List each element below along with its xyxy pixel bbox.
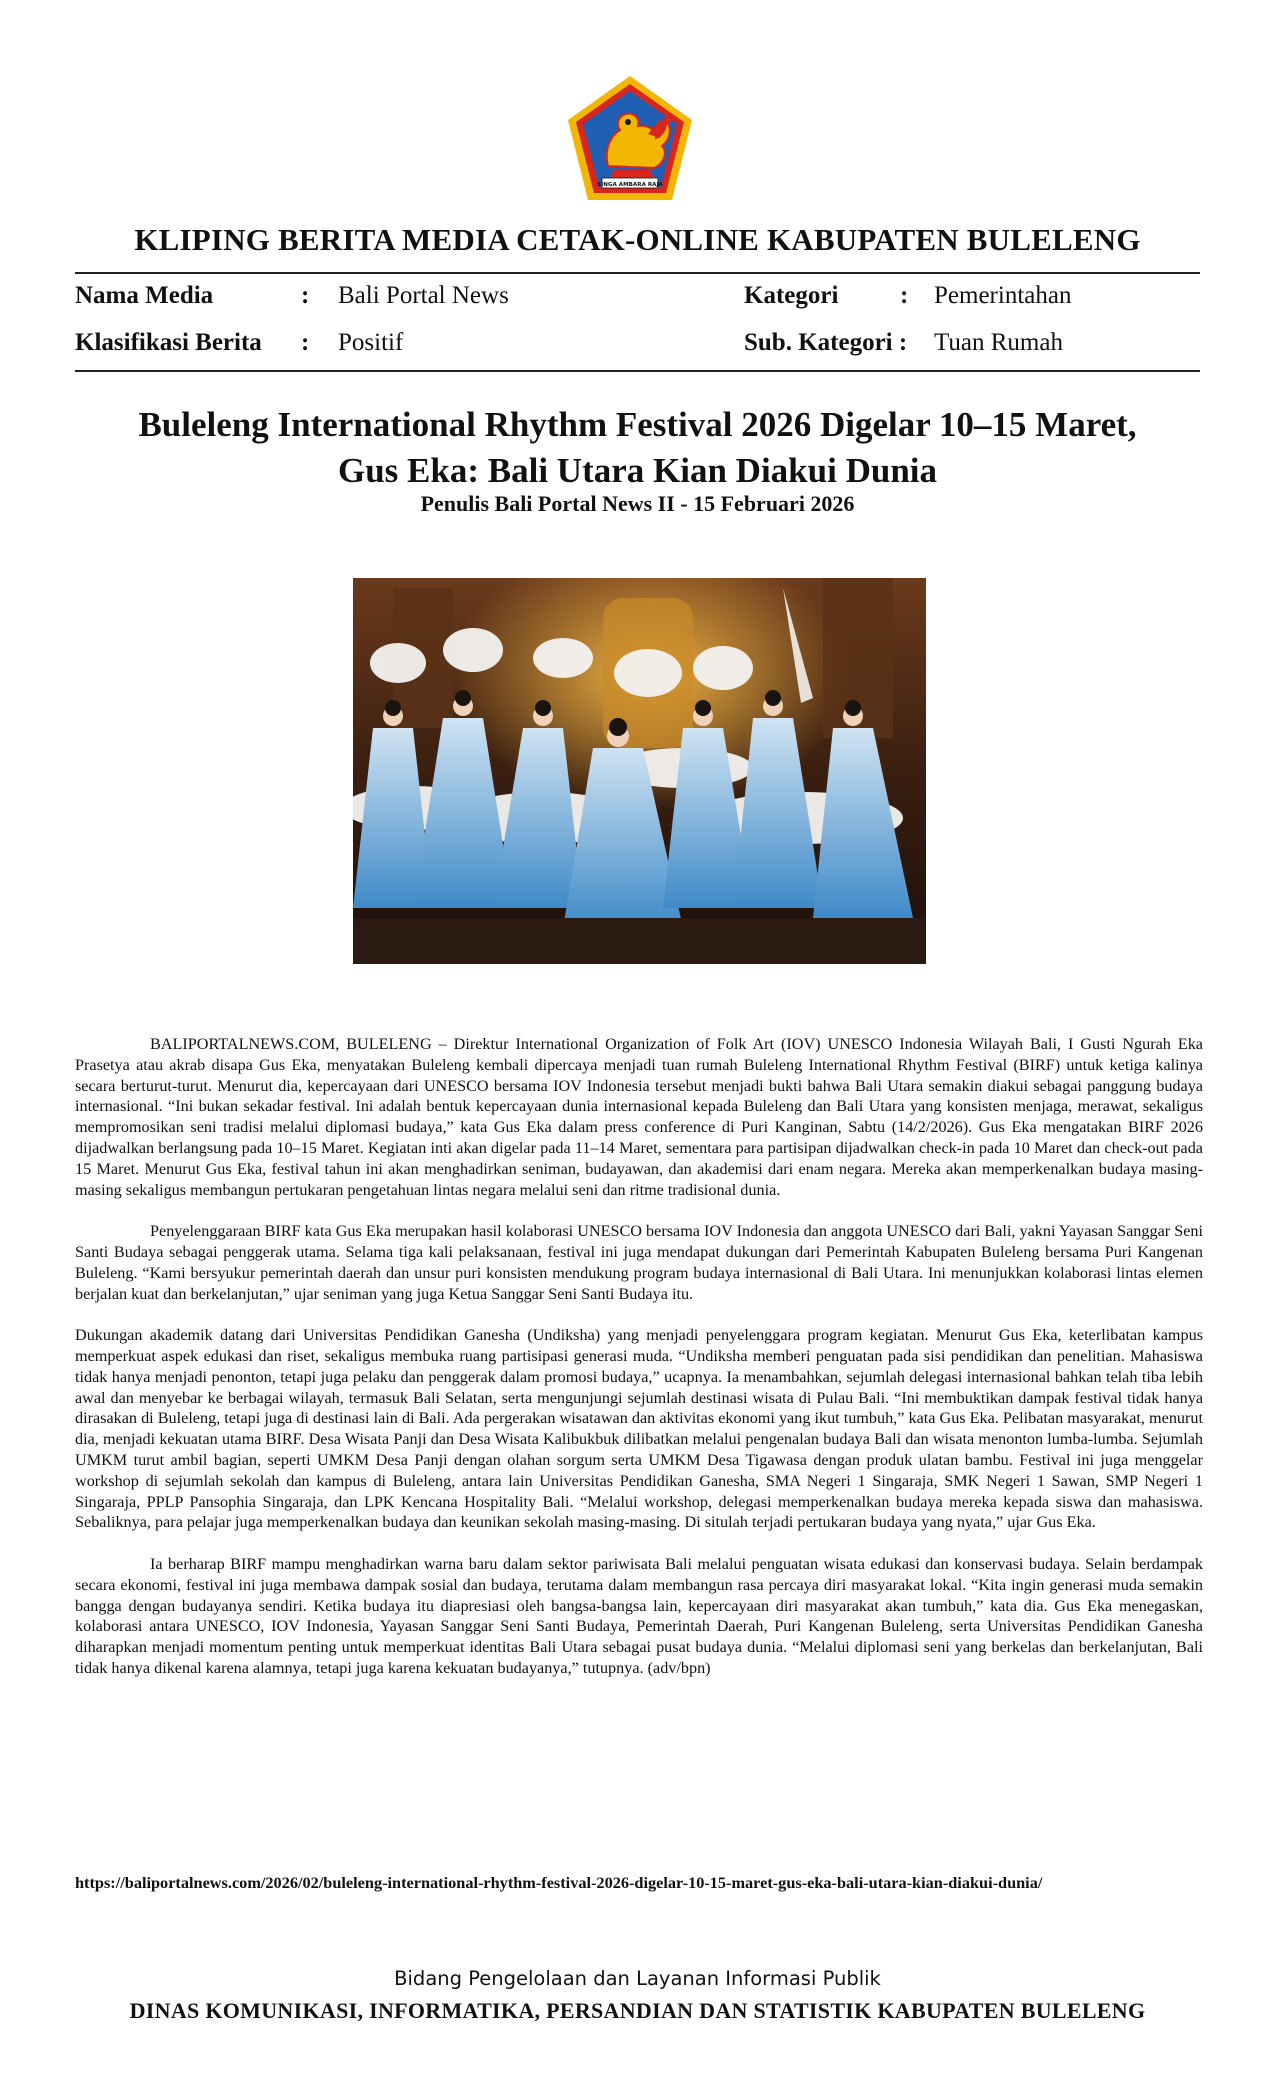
article-paragraph-4: Ia berharap BIRF mampu menghadirkan warna baru dalam sektor pariwisata Bali melalui penguatan wisata edukasi dan konservasi budaya. Selain berdampak secara ekonomi, festival ini juga membawa dampak sosial dan budaya, terutama dalam membangun rasa percaya diri masyarakat lokal. “Kita ingin generasi muda semakin bangga dengan budayanya sendiri. Ketika budaya itu diapresiasi oleh bangsa-bangsa lain, kepercayaan diri masyarakat akan tumbuh,” kata dia. Gus Eka menegaskan, kolaborasi antara UNESCO, IOV Indonesia, Yayasan Sanggar Seni Santi Budaya, Pemerintah Daerah, Puri Kangenan Buleleng, serta Universitas Pendidikan Ganesha diharapkan menjadi momentum penting untuk memperkuat identitas Bali Utara sebagai pusat budaya dunia. “Melalui diplomasi seni yang berkelas dan berkelanjutan, Bali tidak hanya dikenal karena alamnya, tetapi juga karena kekuatan budayanya,” tutupnya. (adv/bpn) [75, 1554, 1203, 1677]
article-paragraph-2: Penyelenggaraan BIRF kata Gus Eka merupakan hasil kolaborasi UNESCO bersama IOV Indonesia dan anggota UNESCO dari Bali, yakni Yayasan Sanggar Seni Santi Budaya sebagai penggerak utama. Selama tiga kali pelaksanaan, festival ini juga mendapat dukungan dari Pemerintah Kabupaten Buleleng bersama Puri Kangenan Buleleng. “Kami bersyukur pemerintah daerah dan unsur puri konsisten mendukung program budaya internasional di Bali Utara. Ini menunjukkan kolaborasi lintas elemen berjalan kuat dan berkelanjutan,” ujar seniman yang juga Ketua Sanggar Seni Santi Budaya itu. [75, 1222, 1203, 1303]
headline-line-2: Gus Eka: Bali Utara Kian Diakui Dunia [337, 451, 938, 490]
buleleng-regency-emblem-icon [564, 74, 696, 204]
kategori-colon: : [900, 282, 909, 309]
header-bottom-divider [75, 370, 1200, 372]
source-url-link[interactable]: https://baliportalnews.com/2026/02/buleleng-international-rhythm-festival-2026-digelar-10-15-maret-gus-eka-bali-utara-kian-diakui-dunia/ [75, 1873, 1043, 1892]
logo-motto-text: SINGA AMBARA RAJA [597, 182, 663, 188]
article-headline [75, 402, 1200, 494]
footer-division: Bidang Pengelolaan dan Layanan Informasi Publik [394, 1967, 881, 1990]
klasifikasi-label: Klasifikasi Berita [75, 329, 262, 356]
nama-media-colon: : [301, 282, 310, 309]
klasifikasi-colon: : [301, 329, 310, 356]
article-paragraph-3: Dukungan akademik datang dari Universitas Pendidikan Ganesha (Undiksha) yang menjadi penyelenggara program kegiatan. Menurut Gus Eka, keterlibatan kampus memperkuat aspek edukasi dan riset, sekaligus membuka ruang partisipasi generasi muda. “Undiksha memberi penguatan pada sisi pendidikan dan penelitian. Mahasiswa tidak hanya menjadi penonton, tetapi juga pelaku dan penggerak dalam promosi budaya,” ucapnya. Ia menambahkan, sejumlah delegasi internasional bahkan telah tiba lebih awal dan menyebar ke berbagai wilayah, termasuk Bali Selatan, serta mengunjungi sejumlah destinasi wisata di Pulau Bali. “Ini membuktikan dampak festival tidak hanya dirasakan di Buleleng, tetapi juga di destinasi lain di Bali. Ada pergerakan wisatawan dan aktivitas ekonomi yang ikut tumbuh,” kata Gus Eka. Pelibatan masyarakat, menurut dia, menjadi kekuatan utama BIRF. Desa Wisata Panji dan Desa Wisata Kalibukbuk dilibatkan melalui pengenalan budaya Bali dan wisata menonton lumba-lumba. Sejumlah UMKM turut ambil bagian, seperti UMKM Desa Panji dengan olahan sorgum serta UMKM Desa Tigawasa dengan produk ulatan bambu. Festival ini juga menggelar workshop di sejumlah sekolah dan kampus di Buleleng, antara lain Universitas Pendidikan Ganesha, SMA Negeri 1 Singaraja, SMK Negeri 1 Sawan, SMP Negeri 1 Singaraja, PPLP Pansophia Singaraja, dan LPK Kencana Hospitality Bali. “Melalui workshop, delegasi memperkenalkan budaya mereka kepada siswa dan mahasiswa. Sebaliknya, para pelajar juga memperkenalkan budaya dan keunikan sekolah masing-masing. Di situlah terjadi pertukaran budaya yang nyata,” ujar Gus Eka. [75, 1326, 1203, 1532]
sub-kategori-label: Sub. Kategori : [744, 329, 908, 356]
nama-media-label: Nama Media [75, 282, 214, 309]
buleleng-emblem-logo [564, 74, 696, 204]
header-top-divider [75, 272, 1200, 274]
headline-line-1: Buleleng International Rhythm Festival 2026 Digelar 10–15 Maret, [138, 405, 1137, 444]
sub-kategori-value: Tuan Rumah [934, 329, 1063, 356]
article-photo [353, 578, 926, 964]
nama-media-value: Bali Portal News [338, 282, 509, 309]
article-paragraph-1: BALIPORTALNEWS.COM, BULELENG – Direktur International Organization of Folk Art (IOV) UNESCO Indonesia Wilayah Bali, I Gusti Ngurah Eka Prasetya atau akrab disapa Gus Eka, menyatakan Buleleng kembali dipercaya menjadi tuan rumah Buleleng International Rhythm Festival (BIRF) untuk ketiga kalinya secara berturut-turut. Menurut dia, kepercayaan dari UNESCO bersama IOV Indonesia tersebut menjadi bukti bahwa Bali Utara semakin diakui sebagai panggung budaya internasional. “Ini bukan sekadar festival. Ini adalah bentuk kepercayaan dunia internasional kepada Buleleng dan Bali Utara yang konsisten menjaga, merawat, sekaligus mempromosikan seni tradisi melalui diplomasi budaya,” kata Gus Eka dalam press conference di Puri Kanginan, Sabtu (14/2/2026). Gus Eka mengatakan BIRF 2026 dijadwalkan berlangsung pada 10–15 Maret. Kegiatan inti akan digelar pada 11–14 Maret, sementara para partisipan dijadwalkan check-in pada 10 Maret dan check-out pada 15 Maret. Menurut Gus Eka, festival tahun ini akan menghadirkan seniman, budayawan, dan akademisi dari enam negara. Mereka akan memperkenalkan budaya masing-masing sekaligus membangun pertukaran pengetahuan lintas negara melalui seni dan ritme tradisional dunia. [75, 1035, 1203, 1199]
dance-performance-photo [353, 578, 926, 964]
article-byline: Penulis Bali Portal News II - 15 Februari 2026 [420, 491, 855, 516]
kategori-value: Pemerintahan [934, 282, 1072, 309]
masthead-title: KLIPING BERITA MEDIA CETAK-ONLINE KABUPATEN BULELENG [134, 222, 1141, 257]
article-body [75, 1034, 1203, 1700]
klasifikasi-value: Positif [338, 329, 404, 356]
footer-agency: DINAS KOMUNIKASI, INFORMATIKA, PERSANDIAN DAN STATISTIK KABUPATEN BULELENG [129, 1998, 1146, 2023]
kategori-label: Kategori [744, 282, 839, 309]
